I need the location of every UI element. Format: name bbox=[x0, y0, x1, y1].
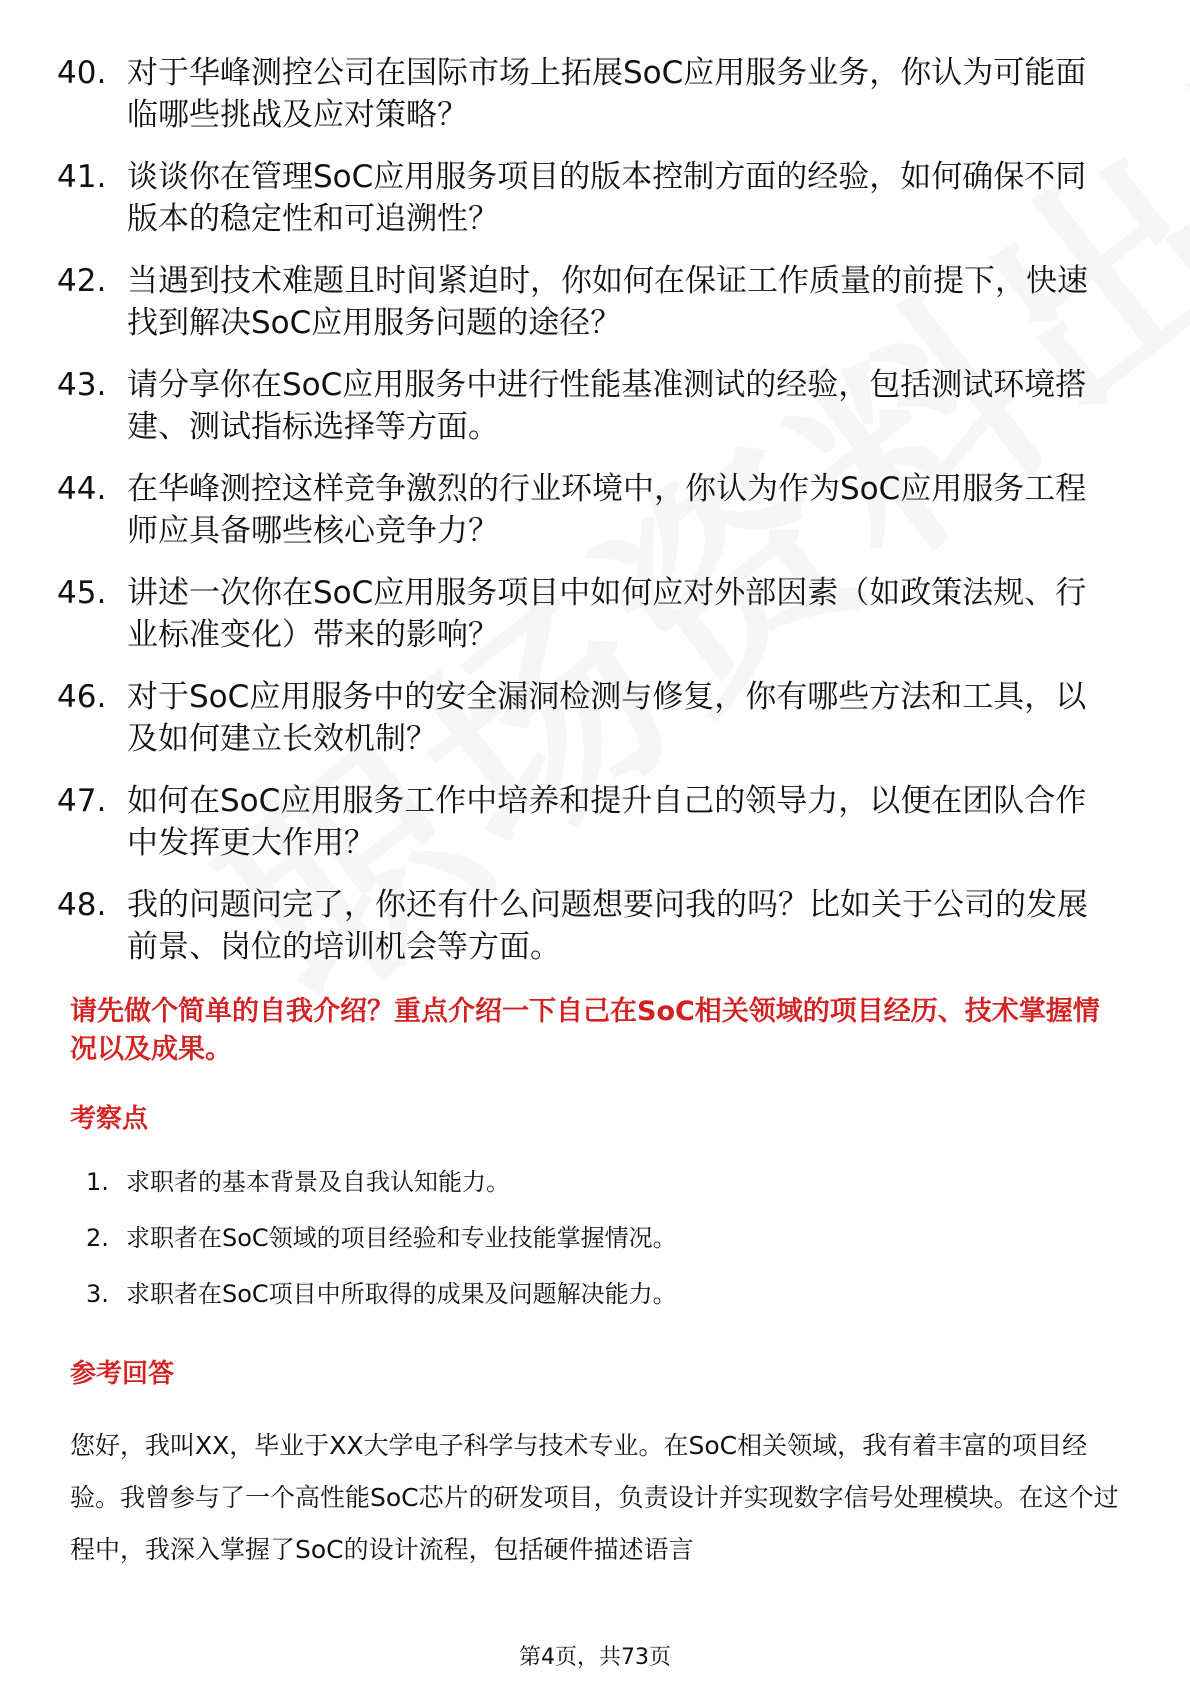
question-number: 40. bbox=[57, 55, 107, 91]
question-number: 47. bbox=[57, 783, 107, 819]
question-number: 45. bbox=[57, 575, 107, 611]
reference-answer-heading: 参考回答 bbox=[70, 1359, 175, 1389]
question-text: 讲述一次你在SoC应用服务项目中如何应对外部因素（如政策法规、行业标准变化）带来的影响？ bbox=[127, 575, 1087, 653]
question-number: 46. bbox=[57, 679, 107, 715]
question-number: 48. bbox=[57, 887, 107, 923]
question-item bbox=[57, 780, 1117, 864]
point-number: 2. bbox=[86, 1224, 109, 1252]
question-number: 44. bbox=[57, 471, 107, 507]
question-text: 对于华峰测控公司在国际市场上拓展SoC应用服务业务，你认为可能面临哪些挑战及应对策略？ bbox=[127, 55, 1087, 133]
question-number: 41. bbox=[57, 159, 107, 195]
list-item bbox=[86, 1277, 1086, 1333]
question-number: 42. bbox=[57, 263, 107, 299]
question-item bbox=[57, 52, 1117, 136]
question-text: 当遇到技术难题且时间紧迫时，你如何在保证工作质量的前提下，快速找到解决SoC应用服务问题的途径？ bbox=[127, 263, 1088, 341]
point-text: 求职者在SoC项目中所取得的成果及问题解决能力。 bbox=[126, 1280, 677, 1308]
question-item bbox=[57, 364, 1117, 448]
question-item bbox=[57, 468, 1117, 552]
point-text: 求职者的基本背景及自我认知能力。 bbox=[126, 1168, 510, 1196]
point-number: 3. bbox=[86, 1280, 109, 1308]
question-list bbox=[57, 52, 1117, 988]
question-text: 谈谈你在管理SoC应用服务项目的版本控制方面的经验，如何确保不同版本的稳定性和可追溯性？ bbox=[127, 159, 1087, 237]
point-text: 求职者在SoC领域的项目经验和专业技能掌握情况。 bbox=[126, 1224, 677, 1252]
question-item bbox=[57, 884, 1117, 968]
main-question-heading: 请先做个简单的自我介绍？重点介绍一下自己在SoC相关领域的项目经历、技术掌握情况以及成果。 bbox=[70, 996, 1100, 1065]
question-text: 在华峰测控这样竞争激烈的行业环境中，你认为作为SoC应用服务工程师应具备哪些核心竞争力？ bbox=[127, 471, 1087, 549]
question-item bbox=[57, 156, 1117, 240]
question-text: 对于SoC应用服务中的安全漏洞检测与修复，你有哪些方法和工具，以及如何建立长效机制？ bbox=[127, 679, 1087, 757]
question-text: 如何在SoC应用服务工作中培养和提升自己的领导力，以便在团队合作中发挥更大作用？ bbox=[127, 783, 1087, 861]
assessment-points-heading: 考察点 bbox=[70, 1104, 149, 1134]
list-item bbox=[86, 1221, 1086, 1277]
point-number: 1. bbox=[86, 1168, 109, 1196]
question-text: 我的问题问完了，你还有什么问题想要问我的吗？比如关于公司的发展前景、岗位的培训机会等方面。 bbox=[127, 887, 1088, 965]
question-text: 请分享你在SoC应用服务中进行性能基准测试的经验，包括测试环境搭建、测试指标选择等方面。 bbox=[127, 367, 1087, 445]
question-item bbox=[57, 676, 1117, 760]
question-item bbox=[57, 572, 1117, 656]
list-item bbox=[86, 1165, 1086, 1221]
question-item bbox=[57, 260, 1117, 344]
question-number: 43. bbox=[57, 367, 107, 403]
reference-answer-text: 您好，我叫XX，毕业于XX大学电子科学与技术专业。在SoC相关领域，我有着丰富的项目经验。我曾参与了一个高性能SoC芯片的研发项目，负责设计并实现数字信号处理模块。在这个过程中，我深入掌握了SoC的设计流程，包括硬件描述语言 bbox=[70, 1431, 1119, 1564]
assessment-points-list bbox=[86, 1165, 1086, 1333]
page-footer: 第4页，共73页 bbox=[519, 1645, 671, 1670]
